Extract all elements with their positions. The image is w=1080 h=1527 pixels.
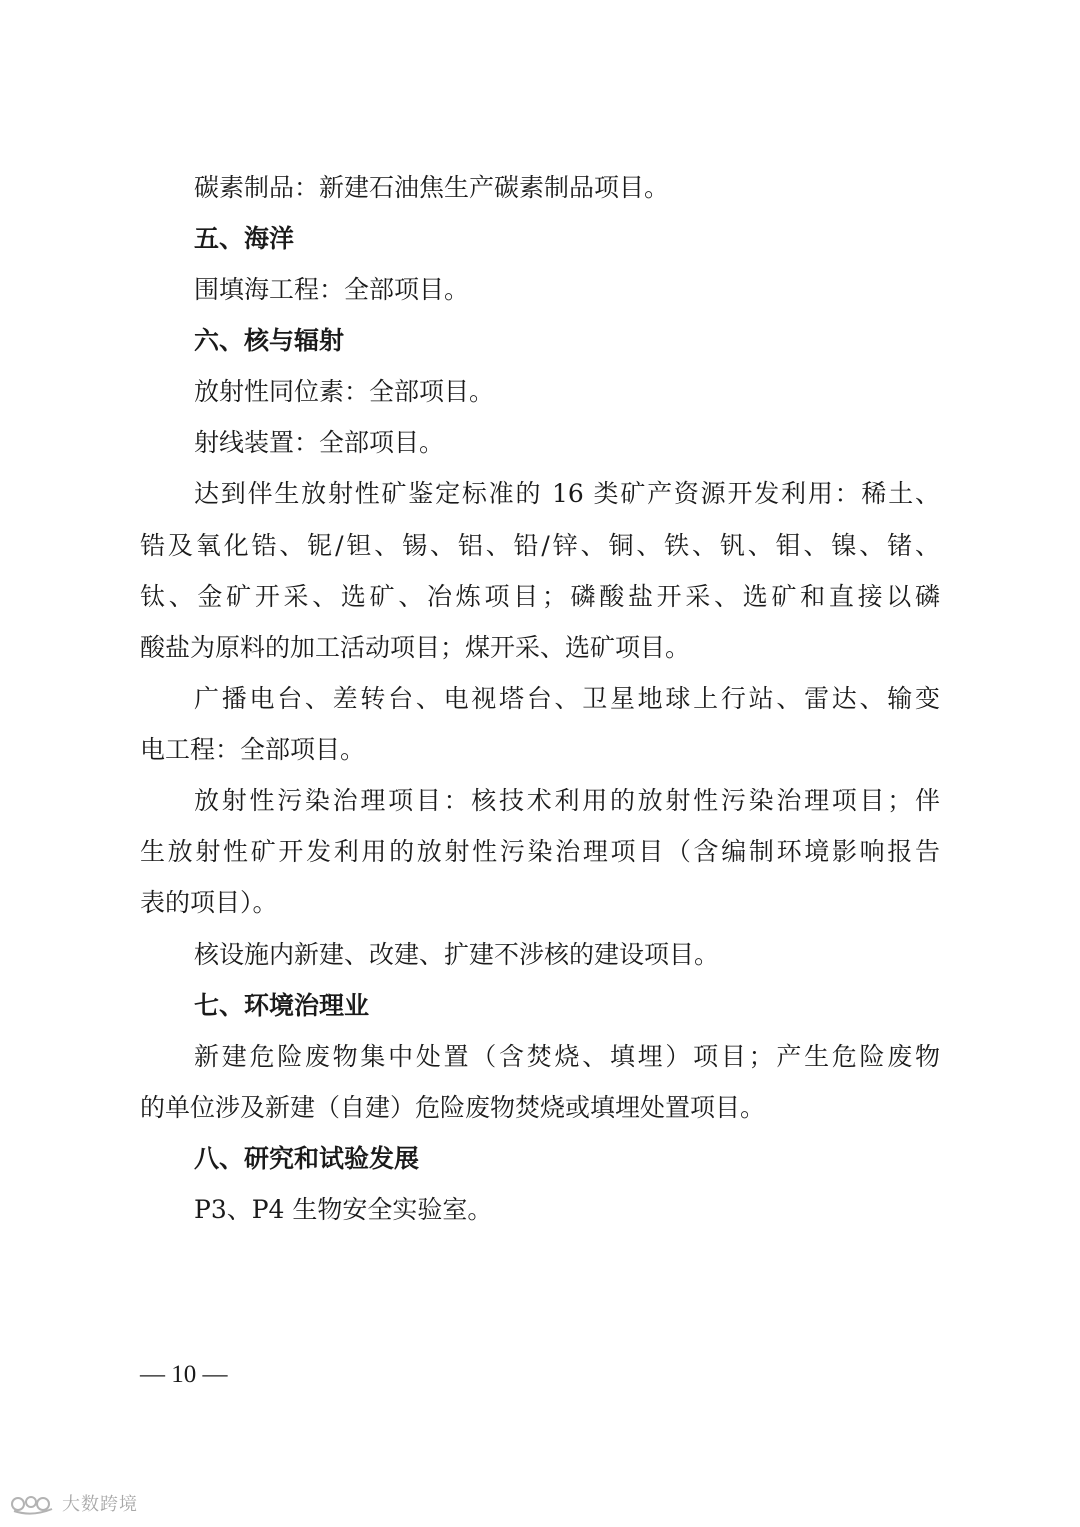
paragraph-line: 新建危险废物集中处置（含焚烧、填埋）项目；产生危险废物 [194,1042,940,1071]
section-heading: 八、研究和试验发展 [194,1144,420,1173]
paragraph-line: 围填海工程：全部项目。 [194,275,470,304]
paragraph-line: 射线装置：全部项目。 [194,428,445,457]
paragraph-line: 表的项目）。 [140,888,278,917]
paragraph-line: 放射性污染治理项目：核技术利用的放射性污染治理项目；伴 [194,786,940,815]
section-heading: 五、海洋 [194,224,295,253]
brand-logo-icon [10,1491,56,1515]
section-heading: 六、核与辐射 [194,326,345,355]
page-number: — 10 — [140,1361,228,1388]
paragraph-line: P3、P4 生物安全实验室。 [194,1195,493,1224]
paragraph-line: 达到伴生放射性矿鉴定标准的 16 类矿产资源开发利用：稀土、 [194,479,940,508]
paragraph-line: 锆及氧化锆、铌/钽、锡、铝、铅/锌、铜、铁、钒、钼、镍、锗、 [140,531,940,560]
watermark-text: 大数跨境 [62,1494,138,1515]
paragraph-line: 钛、金矿开采、选矿、冶炼项目；磷酸盐开采、选矿和直接以磷 [140,582,940,611]
paragraph-line: 放射性同位素：全部项目。 [194,377,495,406]
paragraph-line: 酸盐为原料的加工活动项目；煤开采、选矿项目。 [140,633,691,662]
paragraph-line: 电工程：全部项目。 [140,735,366,764]
watermark [10,1488,138,1518]
paragraph-line: 广播电台、差转台、电视塔台、卫星地球上行站、雷达、输变 [194,684,940,713]
section-heading: 七、环境治理业 [194,991,370,1020]
paragraph-line: 生放射性矿开发利用的放射性污染治理项目（含编制环境影响报告 [140,837,940,866]
paragraph-line: 碳素制品：新建石油焦生产碳素制品项目。 [194,173,670,202]
paragraph-line: 核设施内新建、改建、扩建不涉核的建设项目。 [194,940,720,969]
paragraph-line: 的单位涉及新建（自建）危险废物焚烧或填埋处置项目。 [140,1093,766,1122]
